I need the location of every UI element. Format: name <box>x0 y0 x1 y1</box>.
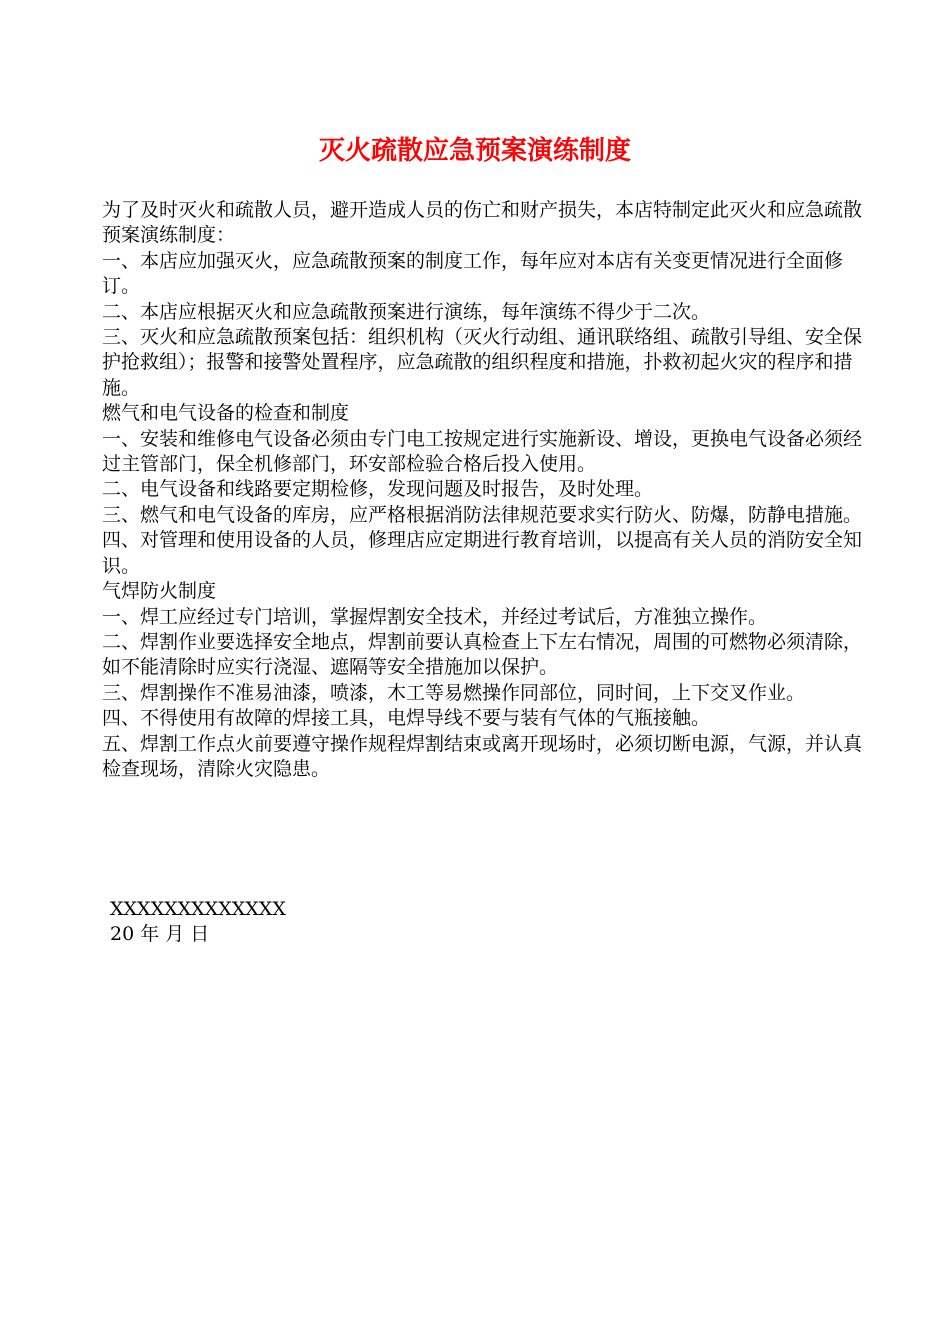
paragraph-item: 一、本店应加强灭火，应急疏散预案的制度工作，每年应对本店有关变更情况进行全面修订。 <box>102 249 844 298</box>
paragraph-item: 四、不得使用有故障的焊接工具，电焊导线不要与装有气体的气瓶接触。 <box>102 707 711 730</box>
paragraph-item: 一、安装和维修电气设备必须由专门电工按规定进行实施新设、增设，更换电气设备必须经过主管部门，保全机修部门，环安部检验合格后投入使用。 <box>102 427 863 476</box>
section-heading: 燃气和电气设备的检查和制度 <box>102 402 350 425</box>
paragraph-item: 五、焊割工作点火前要遵守操作规程焊割结束或离开现场时，必须切断电源，气源，并认真检查现场，清除火灾隐患。 <box>102 732 863 780</box>
paragraph-item: 三、燃气和电气设备的库房，应严格根据消防法律规范要求实行防火、防爆，防静电措施。 <box>102 503 863 526</box>
signature-name: XXXXXXXXXXXXX <box>110 898 286 920</box>
section-heading: 气焊防火制度 <box>102 580 217 603</box>
paragraph-item: 三、焊割操作不准易油漆，喷漆，木工等易燃操作同部位，同时间，上下交叉作业。 <box>102 681 806 704</box>
paragraph-item: 四、对管理和使用设备的人员，修理店应定期进行教育培训，以提高有关人员的消防安全知识。 <box>102 529 863 577</box>
paragraph-item: 二、本店应根据灭火和应急疏散预案进行演练，每年演练不得少于二次。 <box>102 300 711 323</box>
document-body <box>102 198 862 782</box>
paragraph-item: 三、灭火和应急疏散预案包括：组织机构（灭火行动组、通讯联络组、疏散引导组、安全保护抢救组）；报警和接警处置程序，应急疏散的组织程度和措施，扑救初起火灾的程序和措施。 <box>102 326 863 399</box>
signature-block <box>110 897 286 947</box>
paragraph-item: 二、电气设备和线路要定期检修，发现问题及时报告，及时处理。 <box>102 478 654 501</box>
paragraph-item: 一、焊工应经过专门培训，掌握焊割安全技术，并经过考试后，方准独立操作。 <box>102 605 768 628</box>
paragraph-item: 二、焊割作业要选择安全地点，焊割前要认真检查上下左右情况，周围的可燃物必须清除，如不能清除时应实行浇湿、遮隔等安全措施加以保护。 <box>102 630 863 679</box>
signature-date: 20 年 月 日 <box>110 923 210 945</box>
intro-paragraph: 为了及时灭火和疏散人员，避开造成人员的伤亡和财产损失，本店特制定此灭火和应急疏散预案演练制度： <box>102 199 863 247</box>
document-title: 灭火疏散应急预案演练制度 <box>318 136 631 166</box>
